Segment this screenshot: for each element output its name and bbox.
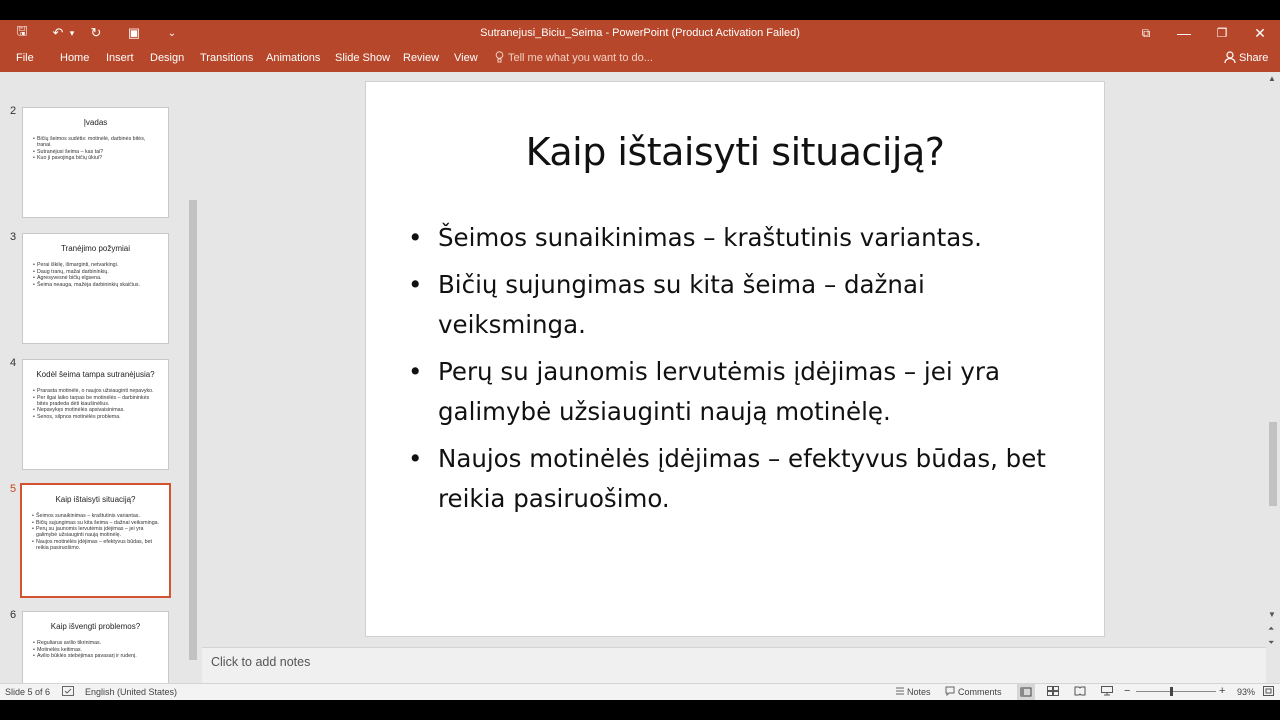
- thumbnail-bullets: [32, 513, 161, 551]
- thumbnail-bullets: [33, 136, 160, 162]
- slide-thumbnail-4[interactable]: [22, 359, 169, 470]
- tab-home[interactable]: Home: [60, 52, 90, 64]
- thumbnail-title: Įvadas: [83, 118, 108, 127]
- thumbnail-bullet: • Avilio būklės stebėjimas pavasarį ir rudenį.: [33, 653, 160, 659]
- thumbnail-scrollbar[interactable]: [187, 72, 199, 683]
- thumbnail-bullets: [33, 388, 160, 420]
- lightbulb-icon: [495, 51, 504, 66]
- save-icon[interactable]: 🖫: [16, 23, 28, 38]
- thumbnail-title: Kodėl šeima tampa sutranėjusia?: [36, 370, 155, 379]
- thumbnail-bullet: • Reguliarus avilio tikrinimas.: [33, 640, 160, 646]
- slide-thumbnail-pane: [0, 72, 201, 683]
- slide-thumbnail-2[interactable]: [22, 107, 169, 218]
- tab-review[interactable]: Review: [403, 52, 440, 64]
- zoom-out-button[interactable]: −: [1124, 685, 1131, 697]
- editor-scrollbar[interactable]: [1266, 72, 1280, 667]
- maximize-button[interactable]: ❐: [1216, 26, 1228, 40]
- notes-toggle[interactable]: Notes: [907, 687, 931, 697]
- spell-check-icon[interactable]: [62, 686, 74, 698]
- thumbnail-bullet: • Motinėlės keitimas.: [33, 647, 160, 653]
- slide-thumbnail-6[interactable]: [22, 611, 169, 683]
- thumbnail-bullet: • Nepavykęs motinėlės apsivaisinimas.: [33, 407, 160, 413]
- thumbnail-bullet: • Bičių sujungimas su kita šeima – dažnai veiksminga.: [32, 520, 161, 526]
- zoom-in-button[interactable]: +: [1219, 685, 1226, 697]
- slide-bullet[interactable]: • Šeimos sunaikinimas – kraštutinis variantas.: [406, 218, 1066, 258]
- slide-thumbnail-5-selected[interactable]: [20, 483, 171, 598]
- tab-transitions[interactable]: Transitions: [200, 52, 254, 64]
- minimize-button[interactable]: —: [1177, 25, 1191, 41]
- thumbnail-bullet: • Šeima neauga, mažėja darbininkių skaičius.: [33, 282, 160, 288]
- tab-design[interactable]: Design: [150, 52, 185, 64]
- fit-slide-icon[interactable]: [1263, 686, 1274, 698]
- zoom-slider[interactable]: [1136, 691, 1216, 692]
- previous-slide-icon[interactable]: ⏶: [1268, 624, 1275, 633]
- slide-sorter-icon[interactable]: [1047, 686, 1059, 698]
- thumbnail-bullet: • Sutranėjusi šeima – kas tai?: [33, 149, 160, 155]
- thumbnail-number: 3: [10, 231, 17, 243]
- thumbnail-bullet: • Šeimos sunaikinimas – kraštutinis variantas.: [32, 513, 161, 519]
- zoom-slider-handle[interactable]: [1170, 687, 1173, 696]
- thumbnail-bullet: • Bičių šeimos sudėtis: motinėlė, darbinės bitės, tranai.: [33, 136, 160, 148]
- slide-indicator: Slide 5 of 6: [5, 687, 51, 697]
- tell-me-search[interactable]: Tell me what you want to do...: [508, 52, 653, 64]
- start-presentation-icon[interactable]: ▣: [127, 25, 141, 40]
- thumbnail-bullet: • Naujos motinėlės įdėjimas – efektyvus būdas, bet reikia pasiruošimo.: [32, 539, 161, 551]
- language-indicator[interactable]: English (United States): [85, 687, 178, 697]
- thumbnail-title: Kaip ištaisyti situaciją?: [55, 495, 136, 504]
- slide-bullet[interactable]: • Bičių sujungimas su kita šeima – dažnai veiksminga.: [406, 265, 1066, 345]
- zoom-level[interactable]: 93%: [1237, 687, 1256, 697]
- thumbnail-title: Kaip išvengti problemos?: [50, 622, 141, 631]
- editor-scrollbar-thumb[interactable]: [1269, 422, 1277, 506]
- slide-thumbnail-3[interactable]: [22, 233, 169, 344]
- thumbnail-number: 2: [10, 105, 17, 117]
- customize-toolbar-icon[interactable]: ⌄: [167, 27, 177, 39]
- next-slide-icon[interactable]: ⏷: [1268, 638, 1275, 647]
- notes-placeholder[interactable]: Click to add notes: [211, 655, 311, 669]
- slide-canvas[interactable]: [365, 81, 1105, 637]
- status-bar: [0, 683, 1280, 700]
- slide-title[interactable]: Kaip ištaisyti situaciją?: [525, 130, 945, 174]
- thumbnail-bullet: • Agresyvesnė bičių elgsena.: [33, 275, 160, 281]
- tab-slide-show[interactable]: Slide Show: [335, 52, 391, 64]
- notes-pane[interactable]: [202, 647, 1266, 683]
- close-button[interactable]: ✕: [1254, 24, 1266, 41]
- user-icon: [1224, 51, 1236, 67]
- comments-icon[interactable]: [945, 686, 955, 698]
- normal-view-icon[interactable]: [1017, 684, 1035, 700]
- thumbnail-bullet: • Senos, silpnos motinėlės problema.: [33, 414, 160, 420]
- thumbnail-bullet: • Daug tranų, mažai darbininkių.: [33, 269, 160, 275]
- tab-insert[interactable]: Insert: [106, 52, 134, 64]
- thumbnail-title: Tranėjimo požymiai: [60, 244, 131, 253]
- thumbnail-bullet: • Per ilgai laiko tarpas be motinėlės – darbininkės bitės pradeda dėti kiaušinėlius.: [33, 395, 160, 407]
- thumbnail-bullets: [33, 640, 160, 660]
- tab-animations[interactable]: Animations: [266, 52, 321, 64]
- slide-bullet-list[interactable]: [406, 218, 1066, 526]
- tab-file[interactable]: File: [16, 52, 34, 64]
- share-button[interactable]: Share: [1239, 52, 1269, 64]
- slide-editor: [202, 72, 1266, 667]
- ribbon-display-options-icon[interactable]: ⧉: [1141, 25, 1151, 40]
- thumbnail-bullet: • Kuo ji pavojinga bičių ūkiui?: [33, 155, 160, 161]
- notes-icon[interactable]: [895, 686, 905, 698]
- slide-bullet[interactable]: • Perų su jaunomis lervutėmis įdėjimas – jei yra galimybė užsiauginti naują motinėlę.: [406, 352, 1066, 432]
- redo-icon[interactable]: ↻: [90, 25, 102, 40]
- thumbnail-number: 6: [10, 609, 17, 621]
- scroll-up-icon[interactable]: ▲: [1268, 74, 1276, 83]
- ribbon-tabs: [0, 46, 1280, 72]
- undo-dropdown-icon[interactable]: ▾: [69, 27, 75, 38]
- thumbnail-bullet: • Prarasta motinėlė, o naujos užsiauginti nepavyko.: [33, 388, 160, 394]
- thumbnail-bullet: • Perų su jaunomis lervutėmis įdėjimas – jei yra galimybė užsiauginti naują motinėlę.: [32, 526, 161, 538]
- document-title: Sutranejusi_Biciu_Seima - PowerPoint (Product Activation Failed): [480, 27, 800, 39]
- thumbnail-bullet: • Perai iškilę, išmarginti, netvarkingi.: [33, 262, 160, 268]
- thumbnail-number: 5: [10, 483, 17, 495]
- reading-view-icon[interactable]: [1074, 686, 1086, 698]
- thumbnail-number: 4: [10, 357, 17, 369]
- slide-bullet[interactable]: • Naujos motinėlės įdėjimas – efektyvus būdas, bet reikia pasiruošimo.: [406, 439, 1066, 519]
- comments-toggle[interactable]: Comments: [958, 687, 1002, 697]
- thumbnail-scrollbar-thumb[interactable]: [189, 200, 197, 660]
- scroll-down-icon[interactable]: ▼: [1268, 610, 1276, 619]
- tab-view[interactable]: View: [454, 52, 478, 64]
- slide-show-icon[interactable]: [1101, 686, 1113, 698]
- undo-icon[interactable]: ↶: [52, 25, 64, 40]
- thumbnail-bullets: [33, 262, 160, 288]
- powerpoint-window: [0, 20, 1280, 700]
- title-bar: [0, 20, 1280, 46]
